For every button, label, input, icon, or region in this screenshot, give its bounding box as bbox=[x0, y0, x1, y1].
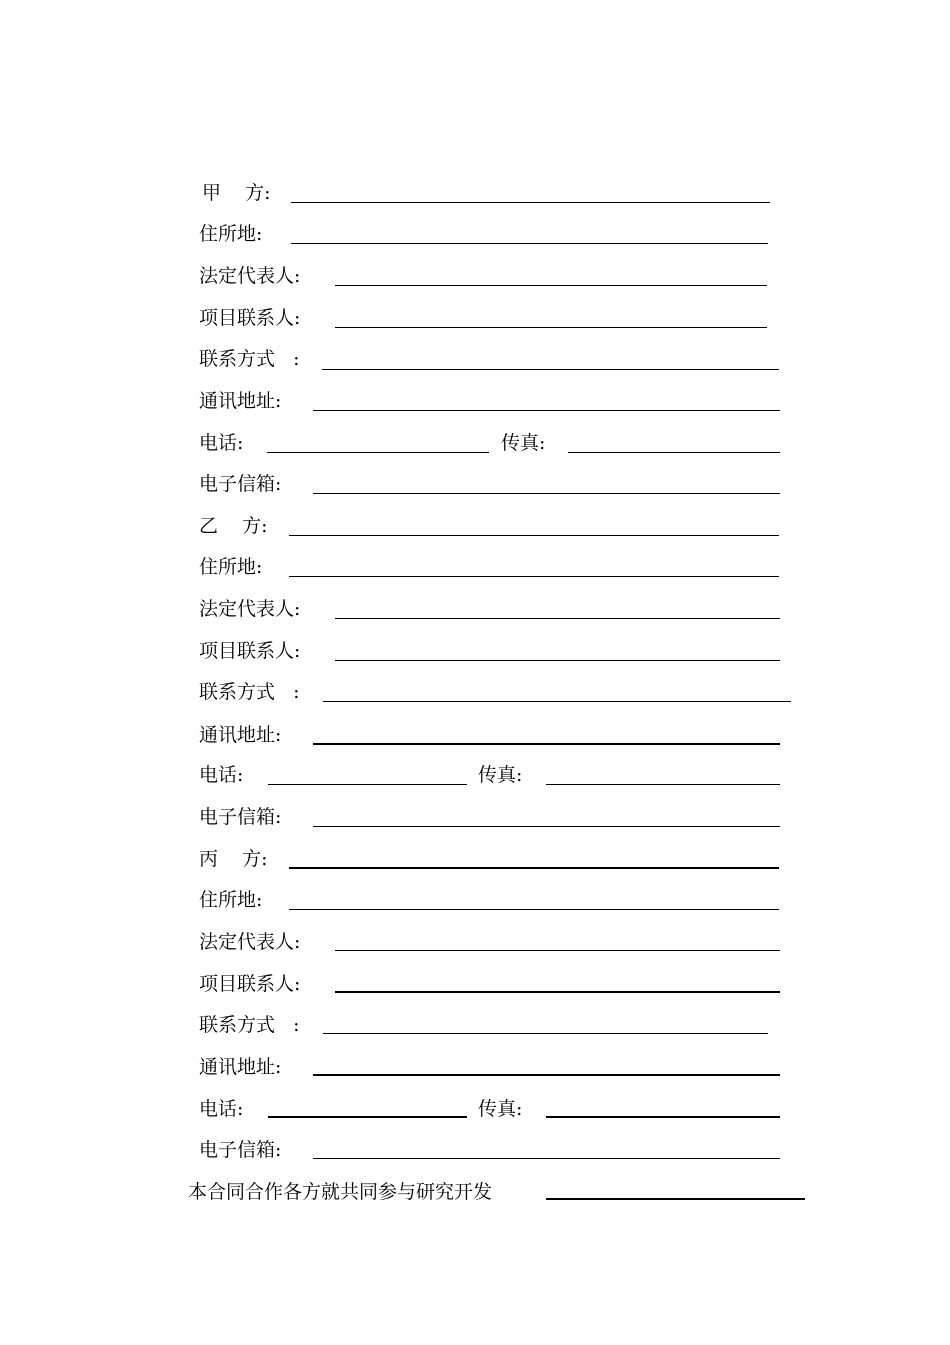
party-a-contact-method-label: 联系方式 : bbox=[199, 348, 300, 370]
party-b-legal-rep-label: 法定代表人: bbox=[199, 598, 301, 620]
party-b-fax-field[interactable] bbox=[546, 784, 780, 785]
party-b-label: 乙 方: bbox=[199, 515, 268, 537]
party-b-field[interactable] bbox=[289, 535, 779, 536]
party-c-phone-label: 电话: bbox=[199, 1098, 244, 1120]
party-a-residence-label: 住所地: bbox=[199, 223, 263, 245]
party-b-mailing-address-row bbox=[0, 720, 950, 750]
party-a-field[interactable] bbox=[291, 202, 770, 203]
party-a-contact-method-row bbox=[0, 344, 950, 374]
party-a-phone-field[interactable] bbox=[267, 452, 489, 453]
party-b-phone-label: 电话: bbox=[199, 764, 244, 786]
party-a-contact-method-field[interactable] bbox=[322, 369, 779, 370]
party-a-mailing-address-field[interactable] bbox=[313, 410, 780, 411]
party-b-email-field[interactable] bbox=[313, 826, 780, 827]
party-c-mailing-address-label: 通讯地址: bbox=[199, 1056, 282, 1078]
party-a-label: 甲 方: bbox=[202, 182, 271, 204]
party-c-field[interactable] bbox=[289, 867, 779, 869]
party-b-mailing-address-field[interactable] bbox=[313, 743, 780, 745]
party-a-email-label: 电子信箱: bbox=[199, 473, 282, 495]
party-b-phone-fax-row bbox=[0, 760, 950, 790]
closing-blank-field[interactable] bbox=[546, 1198, 805, 1200]
party-c-email-label: 电子信箱: bbox=[199, 1139, 282, 1161]
party-b-fax-label: 传真: bbox=[478, 764, 523, 786]
party-a-residence-field[interactable] bbox=[291, 243, 768, 244]
party-a-phone-label: 电话: bbox=[199, 432, 244, 454]
party-c-email-field[interactable] bbox=[313, 1158, 780, 1159]
party-a-project-contact-label: 项目联系人: bbox=[199, 307, 301, 329]
party-a-legal-rep-row bbox=[0, 261, 950, 291]
party-c-legal-rep-label: 法定代表人: bbox=[199, 931, 301, 953]
party-b-phone-field[interactable] bbox=[268, 784, 467, 785]
party-c-residence-field[interactable] bbox=[289, 909, 779, 910]
party-c-contact-method-label: 联系方式 : bbox=[199, 1014, 300, 1036]
party-c-fax-label: 传真: bbox=[478, 1098, 523, 1120]
party-a-email-field[interactable] bbox=[313, 493, 780, 494]
party-c-mailing-address-field[interactable] bbox=[313, 1074, 780, 1076]
party-c-fax-field[interactable] bbox=[546, 1116, 780, 1118]
party-c-project-contact-field[interactable] bbox=[335, 991, 780, 993]
party-c-phone-fax-row bbox=[0, 1094, 950, 1124]
closing-sentence: 本合同合作各方就共同参与研究开发 bbox=[188, 1181, 493, 1203]
party-a-mailing-address-label: 通讯地址: bbox=[199, 390, 282, 412]
party-a-mailing-address-row bbox=[0, 386, 950, 416]
party-c-phone-field[interactable] bbox=[268, 1116, 467, 1118]
party-c-contact-method-row bbox=[0, 1010, 950, 1040]
party-c-contact-method-field[interactable] bbox=[323, 1033, 768, 1034]
party-a-project-contact-field[interactable] bbox=[335, 327, 767, 328]
party-b-legal-rep-row bbox=[0, 594, 950, 624]
party-b-legal-rep-field[interactable] bbox=[335, 618, 780, 619]
party-b-contact-method-row bbox=[0, 677, 950, 707]
party-b-residence-field[interactable] bbox=[289, 576, 779, 577]
party-a-legal-rep-field[interactable] bbox=[335, 285, 767, 286]
party-b-contact-method-label: 联系方式 : bbox=[199, 681, 300, 703]
party-b-project-contact-field[interactable] bbox=[335, 660, 780, 661]
party-b-email-row bbox=[0, 802, 950, 832]
party-a-project-contact-row bbox=[0, 303, 950, 333]
party-c-row bbox=[0, 844, 950, 874]
party-b-project-contact-label: 项目联系人: bbox=[199, 640, 301, 662]
party-a-fax-field[interactable] bbox=[568, 452, 780, 453]
party-b-mailing-address-label: 通讯地址: bbox=[199, 724, 282, 746]
party-a-email-row bbox=[0, 469, 950, 499]
party-c-legal-rep-row bbox=[0, 927, 950, 957]
party-a-fax-label: 传真: bbox=[501, 432, 546, 454]
party-c-email-row bbox=[0, 1135, 950, 1165]
party-b-project-contact-row bbox=[0, 636, 950, 666]
party-c-residence-row bbox=[0, 885, 950, 915]
party-b-residence-row bbox=[0, 552, 950, 582]
party-c-project-contact-row bbox=[0, 969, 950, 999]
party-c-label: 丙 方: bbox=[199, 848, 268, 870]
closing-row bbox=[0, 1177, 950, 1207]
party-b-email-label: 电子信箱: bbox=[199, 806, 282, 828]
party-a-row bbox=[0, 178, 950, 208]
party-c-mailing-address-row bbox=[0, 1052, 950, 1082]
party-a-phone-fax-row bbox=[0, 428, 950, 458]
party-c-project-contact-label: 项目联系人: bbox=[199, 973, 301, 995]
party-b-residence-label: 住所地: bbox=[199, 556, 263, 578]
party-b-row bbox=[0, 511, 950, 541]
party-b-contact-method-field[interactable] bbox=[323, 701, 791, 702]
party-c-residence-label: 住所地: bbox=[199, 889, 263, 911]
party-a-legal-rep-label: 法定代表人: bbox=[199, 265, 301, 287]
party-a-residence-row bbox=[0, 219, 950, 249]
party-c-legal-rep-field[interactable] bbox=[335, 950, 780, 951]
